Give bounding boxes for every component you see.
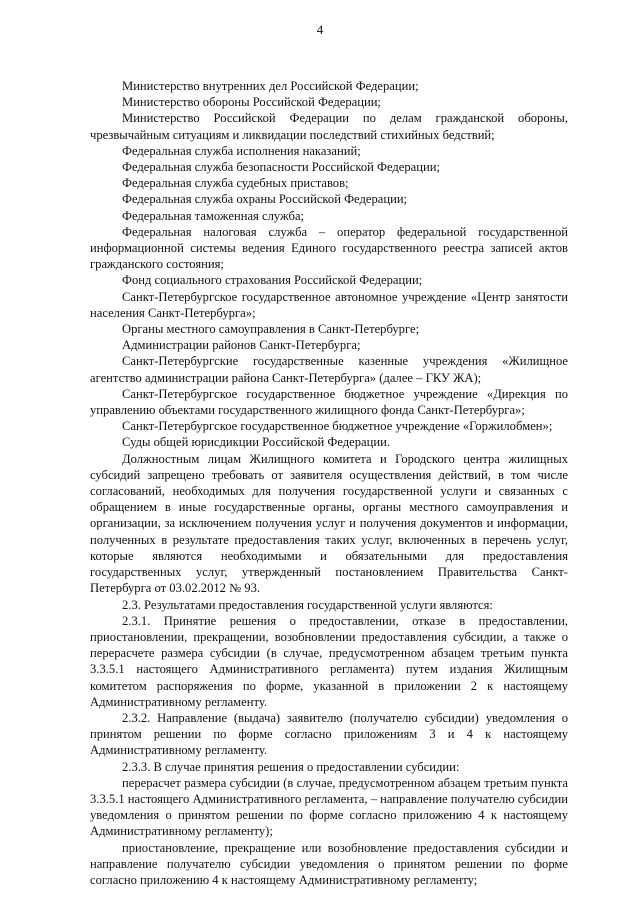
- paragraph: Министерство Российской Федерации по делам гражданской обороны, чрезвычайным ситуациям и ликвидации последствий стихийных бедствий;: [90, 111, 568, 142]
- paragraph: 2.3.1. Принятие решения о предоставлении, отказе в предоставлении, приостановлении, прекращении, возобновлении предоставления субсидии, а также о перерасчете размера субсидии (в случае, предусмотренном абзацем третьим пункта 3.3.5.1 настоящего Административного регламента) путем издания Жилищным комитетом распоряжения по форме, указанной в приложении 2 к настоящему Административному регламенту.: [90, 613, 568, 709]
- paragraph: Санкт-Петербургское государственное автономное учреждение «Центр занятости населения Санкт-Петербурга»;: [90, 289, 568, 320]
- paragraph: Министерство внутренних дел Российской Федерации;: [122, 79, 419, 93]
- paragraph: Суды общей юрисдикции Российской Федерации.: [122, 435, 390, 450]
- paragraph: Федеральная служба безопасности Российской Федерации;: [122, 160, 440, 175]
- paragraph: приостановление, прекращение или возобновление предоставления субсидии и направление получателю субсидии уведомления о принятом решении по форме согласно приложению 4 к настоящему Административному регламенту;: [90, 840, 568, 887]
- paragraph: Министерство обороны Российской Федерации;: [122, 95, 381, 110]
- document-body: [90, 78, 568, 888]
- paragraph: Должностным лицам Жилищного комитета и Городского центра жилищных субсидий запрещено требовать от заявителя осуществления действий, в том числе согласований, необходимых для получения государственной услуги и связанных с обращением в иные государственные органы, органы местного самоуправления и организации, за исключением получения услуг и получения документов и информации, полученных в результате предоставления таких услуг, включенных в перечень услуг, которые являются необходимыми и обязательными для предоставления государственных услуг, утвержденный постановлением Правительства Санкт-Петербурга от 03.02.2012 № 93.: [90, 451, 568, 596]
- paragraph: 2.3.3. В случае принятия решения о предоставлении субсидии:: [122, 759, 460, 774]
- paragraph: Органы местного самоуправления в Санкт-Петербурге;: [122, 322, 420, 337]
- paragraph: Санкт-Петербургские государственные казенные учреждения «Жилищное агентство администрации района Санкт-Петербурга» (далее – ГКУ ЖА);: [90, 354, 568, 385]
- paragraph: Санкт-Петербургское государственное бюджетное учреждение «Дирекция по управлению объектами государственного жилищного фонда Санкт-Петербурга»;: [90, 386, 568, 418]
- page-number: 4: [316, 22, 324, 37]
- paragraph: Администрации районов Санкт-Петербурга;: [122, 338, 361, 353]
- paragraph: Федеральная служба исполнения наказаний;: [122, 143, 361, 158]
- paragraph: Федеральная налоговая служба – оператор федеральной государственной информационной системы ведения Единого государственного реестра записей актов гражданского состояния;: [90, 224, 568, 272]
- paragraph: Федеральная служба охраны Российской Федерации;: [122, 192, 408, 207]
- paragraph: Санкт-Петербургское государственное бюджетное учреждение «Горжилобмен»;: [122, 419, 553, 434]
- section-heading: 2.3. Результатами предоставления государственной услуги являются:: [122, 597, 493, 612]
- paragraph: Фонд социального страхования Российской Федерации;: [122, 273, 423, 288]
- paragraph: 2.3.2. Направление (выдача) заявителю (получателю субсидии) уведомления о принятом решении по форме согласно приложениям 3 и 4 к настоящему Административному регламенту.: [90, 710, 568, 758]
- paragraph: перерасчет размера субсидии (в случае, предусмотренном абзацем третьим пункта 3.3.5.1 настоящего Административного регламента, – направление получателю субсидии уведомления о принятом решении по форме согласно приложению 4 к настоящему Административному регламенту);: [90, 775, 568, 839]
- paragraph: Федеральная таможенная служба;: [122, 208, 305, 223]
- paragraph: Федеральная служба судебных приставов;: [122, 176, 349, 191]
